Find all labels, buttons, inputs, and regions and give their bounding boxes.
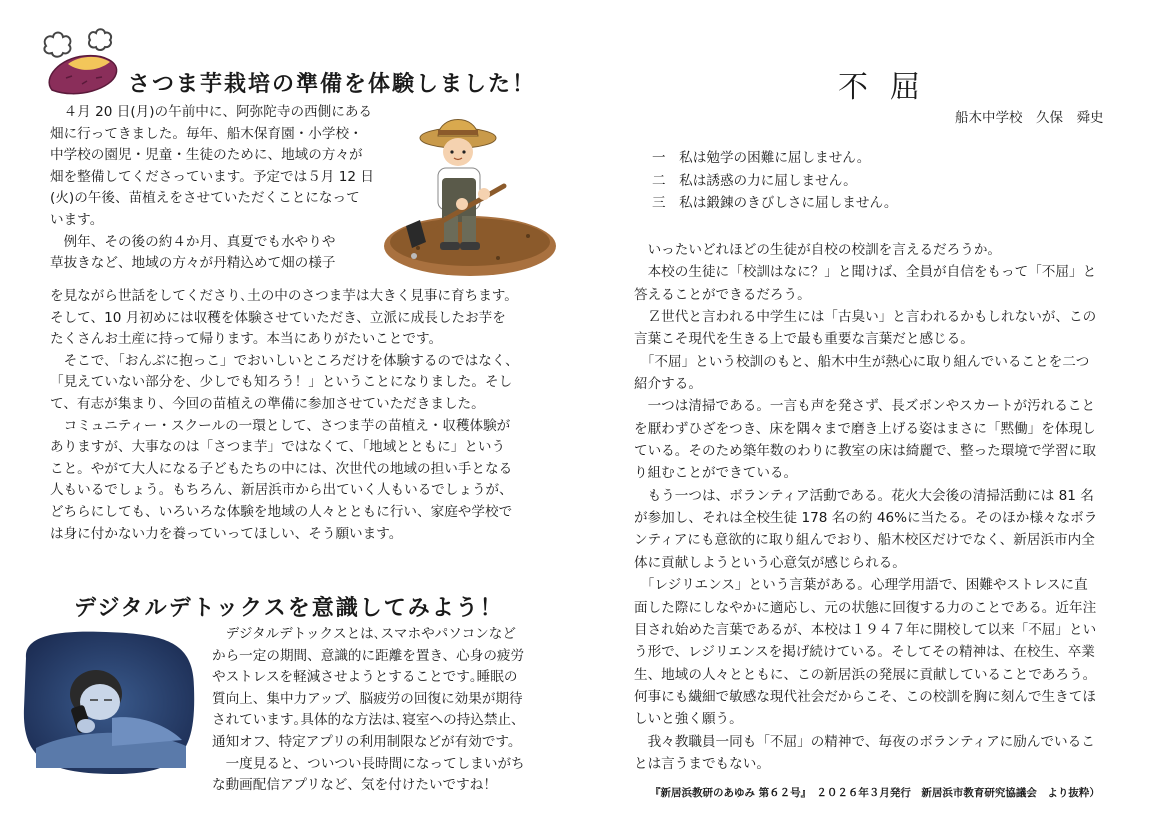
- article2-title: デジタルデトックスを意識してみよう！: [74, 596, 504, 621]
- night-phone-illustration: [16, 628, 198, 778]
- text-line: 人もいるでしょう。もちろん、新居浜市から出ていく人もいるでしょうが、: [50, 482, 513, 499]
- text-line: やストレスを軽減させようとすることです｡睡眠の: [212, 669, 518, 686]
- text-line: そして、10 月初めには収穫を体験させていただき、立派に成長したお芋を: [50, 309, 506, 326]
- text-line: 「見えていない部分を、少しでも知ろう！」ということになりました。そし: [50, 374, 513, 391]
- text-line: そこで､「おんぶに抱っこ」でおいしいところだけを体験するのではなく、: [50, 352, 519, 369]
- text-line: 体に貢献しようという心意気が感じられる。: [634, 554, 906, 571]
- text-line: を見ながら世話をしてくださり､土の中のさつま芋は大きく見事に育ちます。: [50, 288, 518, 304]
- text-line: しいと強く願う。: [634, 711, 743, 728]
- essay-author: 船木中学校 久保 舜史: [955, 110, 1104, 126]
- text-line: ありますが、大事なのは「さつま芋」ではなくて、「地域とともに」という: [50, 439, 506, 456]
- article1-body-wide: [50, 286, 519, 545]
- text-line: 「レジリエンス」という言葉がある。心理学用語で、困難やストレスに直: [634, 577, 1088, 594]
- text-line: ている。そのため築年数のわりに教室の床は綺麗で、整った環境で学習に取: [634, 443, 1096, 460]
- text-line: どちらにしても、いろいろな体験を地域の人々とともに行い、家庭や学校で: [50, 503, 513, 520]
- farmer-hoeing-illustration: [378, 108, 558, 280]
- text-line: (火)の午後、苗植えをさせていただくことになって: [50, 190, 360, 207]
- text-line: り組むことができている。: [634, 465, 798, 482]
- text-line: 一つは清掃である。一言も声を発さず、長ズボンやスカートが汚れること: [634, 398, 1096, 415]
- text-line: ４月 20 日(月)の午前中に、阿弥陀寺の西側にある: [50, 104, 373, 120]
- text-line: 通知オフ、特定アプリの利用制限などが有効です。: [212, 733, 522, 750]
- text-line: いったいどれほどの生徒が自校の校訓を言えるだろうか。: [634, 242, 1002, 258]
- text-line: もう一つは、ボランティア活動である。花火大会後の清掃活動には 81 名: [634, 487, 1094, 504]
- text-line: て、有志が集まり、今回の苗植えの準備に参加させていただきました。: [50, 395, 485, 412]
- motto-item: 三 私は鍛錬のきびしさに屈しません。: [652, 195, 898, 211]
- text-line: 例年、その後の約４か月、真夏でも水やりや: [50, 233, 336, 250]
- text-line: 我々教職員一同も「不屈」の精神で、毎夜のボランティアに励んでいるこ: [634, 733, 1095, 750]
- essay-title: 不屈: [838, 70, 942, 105]
- text-line: います。: [50, 211, 104, 228]
- text-line: 紹介する。: [634, 376, 702, 393]
- text-line: から一定の期間、意識的に距離を置き、心身の疲労: [212, 647, 525, 664]
- text-line: 畑に行ってきました。毎年、船木保育園・小学校・: [50, 125, 363, 142]
- text-line: 中学校の園児・児童・生徒のために、地域の方々が: [50, 147, 363, 164]
- text-line: 目され始めた言葉であるが、本校は１９４７年に開校して以来「不屈」とい: [634, 621, 1097, 638]
- text-line: Ｚ世代と言われる中学生には「古臭い」と言われるかもしれないが、この: [634, 309, 1097, 326]
- text-line: 「不屈」という校訓のもと、船木中生が熱心に取り組んでいることを二つ: [634, 353, 1090, 370]
- article1-body-narrow: [50, 102, 374, 275]
- text-line: 生、地域の人々とともに、この新居浜の発展に貢献していることであろう。: [634, 666, 1097, 683]
- sweet-potato-icon: [38, 18, 124, 102]
- text-line: たくさんお土産に持って帰ります。本当にありがたいことです。: [50, 331, 443, 348]
- text-line: ンティアにも意欲的に取り組んでおり、船木校区だけでなく、新居浜市内全: [634, 532, 1095, 549]
- text-line: う形で、レジリエンスを掲げ続けている。そしてその精神は、在校生、卒業: [634, 644, 1095, 661]
- text-line: を厭わずひざをつき、床を隅々まで磨き上げる姿はまさに「黙働」を体現し: [634, 420, 1096, 437]
- text-line: な動画配信アプリなど、気を付けたいですね！: [212, 777, 497, 794]
- source-citation: 『新居浜教研のあゆみ 第６２号』 ２０２６年３月発行 新居浜市教育研究協議会 より抜粋）: [650, 787, 1100, 799]
- text-line: 面した際にしなやかに適応し、元の状態に回復する力のことである。近年注: [634, 599, 1097, 616]
- text-line: 何事にも繊細で敏感な現代社会だからこそ、この校訓を胸に刻んで生きてほ: [634, 688, 1096, 705]
- article1-title: さつま芋栽培の準備を体験しました！: [128, 72, 537, 97]
- text-line: 言葉こそ現代を生きる上で最も重要な言葉だと感じる。: [634, 331, 974, 348]
- text-line: とは言うまでもない。: [634, 755, 770, 772]
- motto-item: 一 私は勉学の困難に屈しません。: [652, 150, 871, 166]
- text-line: コミュニティー・スクールの一環として、さつま芋の苗植え・収穫体験が: [50, 417, 511, 434]
- essay-body: [634, 239, 1097, 775]
- text-line: 答えることができるだろう。: [634, 286, 811, 303]
- text-line: デジタルデトックスとは､スマホやパソコンなど: [212, 626, 516, 642]
- text-line: 草抜きなど、地域の方々が丹精込めて畑の様子: [50, 255, 336, 272]
- motto-item: 二 私は誘惑の力に屈しません。: [652, 172, 857, 189]
- text-line: 畑を整備してくださっています。予定では５月 12 日: [50, 168, 374, 185]
- text-line: 本校の生徒に「校訓はなに？」と聞けば、全員が自信をもって「不屈」と: [634, 264, 1097, 281]
- text-line: されています｡具体的な方法は､寝室への持込禁止、: [212, 712, 525, 729]
- text-line: は身に付かない力を養っていってほしい、そう願います。: [50, 525, 403, 542]
- text-line: 質向上、集中力アップ、脳疲労の回復に効果が期待: [212, 690, 523, 707]
- text-line: こと。やがて大人になる子どもたちの中には、次世代の地域の担い手となる: [50, 460, 513, 477]
- text-line: 一度見ると、ついつい長時間になってしまいがち: [212, 755, 525, 772]
- school-motto-list: [652, 147, 898, 215]
- text-line: が参加し、それは全校生徒 178 名の約 46%に当たる。そのほか様々なボラ: [634, 510, 1098, 527]
- article2-body: [212, 624, 525, 797]
